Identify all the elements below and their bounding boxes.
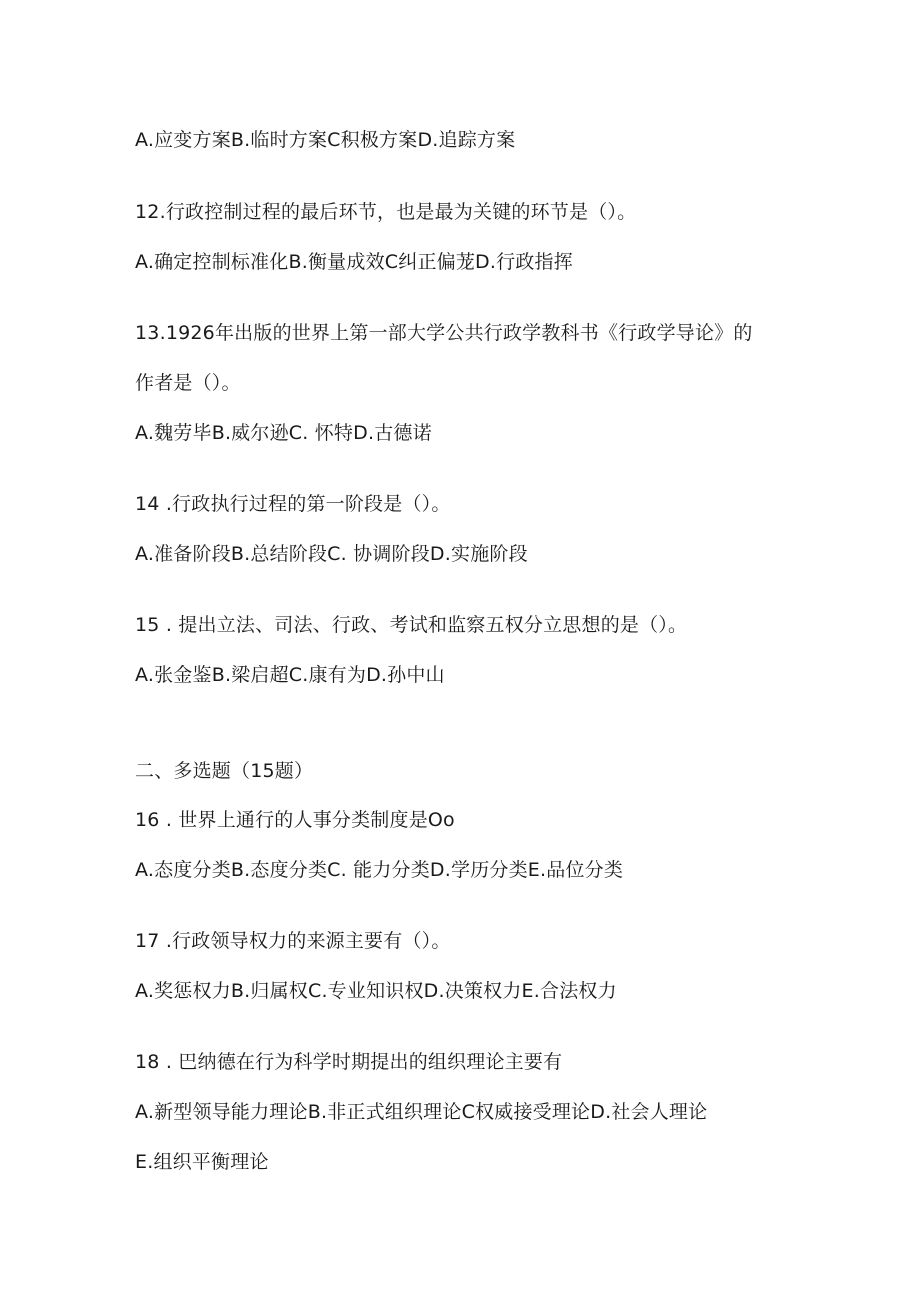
q13-options: A.魏劳毕B.威尔逊C. 怀特D.古德诺: [135, 422, 432, 444]
q16-question: 16 . 世界上通行的人事分类制度是Oo: [135, 809, 455, 831]
q13-question-line2: 作者是（）。: [135, 372, 241, 394]
q18-options-line2: E.组织平衡理论: [135, 1151, 269, 1173]
q13-question-line1: 13.1926年出版的世界上第一部大学公共行政学教科书《行政学导论》的: [135, 322, 753, 344]
section-heading: 二、多选题（15题）: [135, 760, 314, 782]
q12-options: A.确定控制标准化B.衡量成效C纠正偏茏D.行政指挥: [135, 251, 573, 273]
q17-options: A.奖惩权力B.归属权C.专业知识权D.决策权力E.合法权力: [135, 980, 617, 1002]
q14-question: 14 .行政执行过程的第一阶段是（）。: [135, 493, 451, 515]
q15-options: A.张金鉴B.梁启超C.康有为D.孙中山: [135, 664, 445, 686]
q18-question: 18 . 巴纳德在行为科学时期提出的组织理论主要有: [135, 1051, 563, 1073]
q14-options: A.准备阶段B.总结阶段C. 协调阶段D.实施阶段: [135, 543, 528, 565]
q18-options-line1: A.新型领导能力理论B.非正式组织理论C权威接受理论D.社会人理论: [135, 1101, 708, 1123]
q11-options: A.应变方案B.临时方案C积极方案D.追踪方案: [135, 129, 516, 151]
q16-options: A.态度分类B.态度分类C. 能力分类D.学历分类E.品位分类: [135, 859, 624, 881]
q15-question: 15 . 提出立法、司法、行政、考试和监察五权分立思想的是（）。: [135, 614, 688, 636]
q12-question: 12.行政控制过程的最后环节，也是最为关键的环节是（）。: [135, 201, 637, 223]
q17-question: 17 .行政领导权力的来源主要有（）。: [135, 930, 451, 952]
